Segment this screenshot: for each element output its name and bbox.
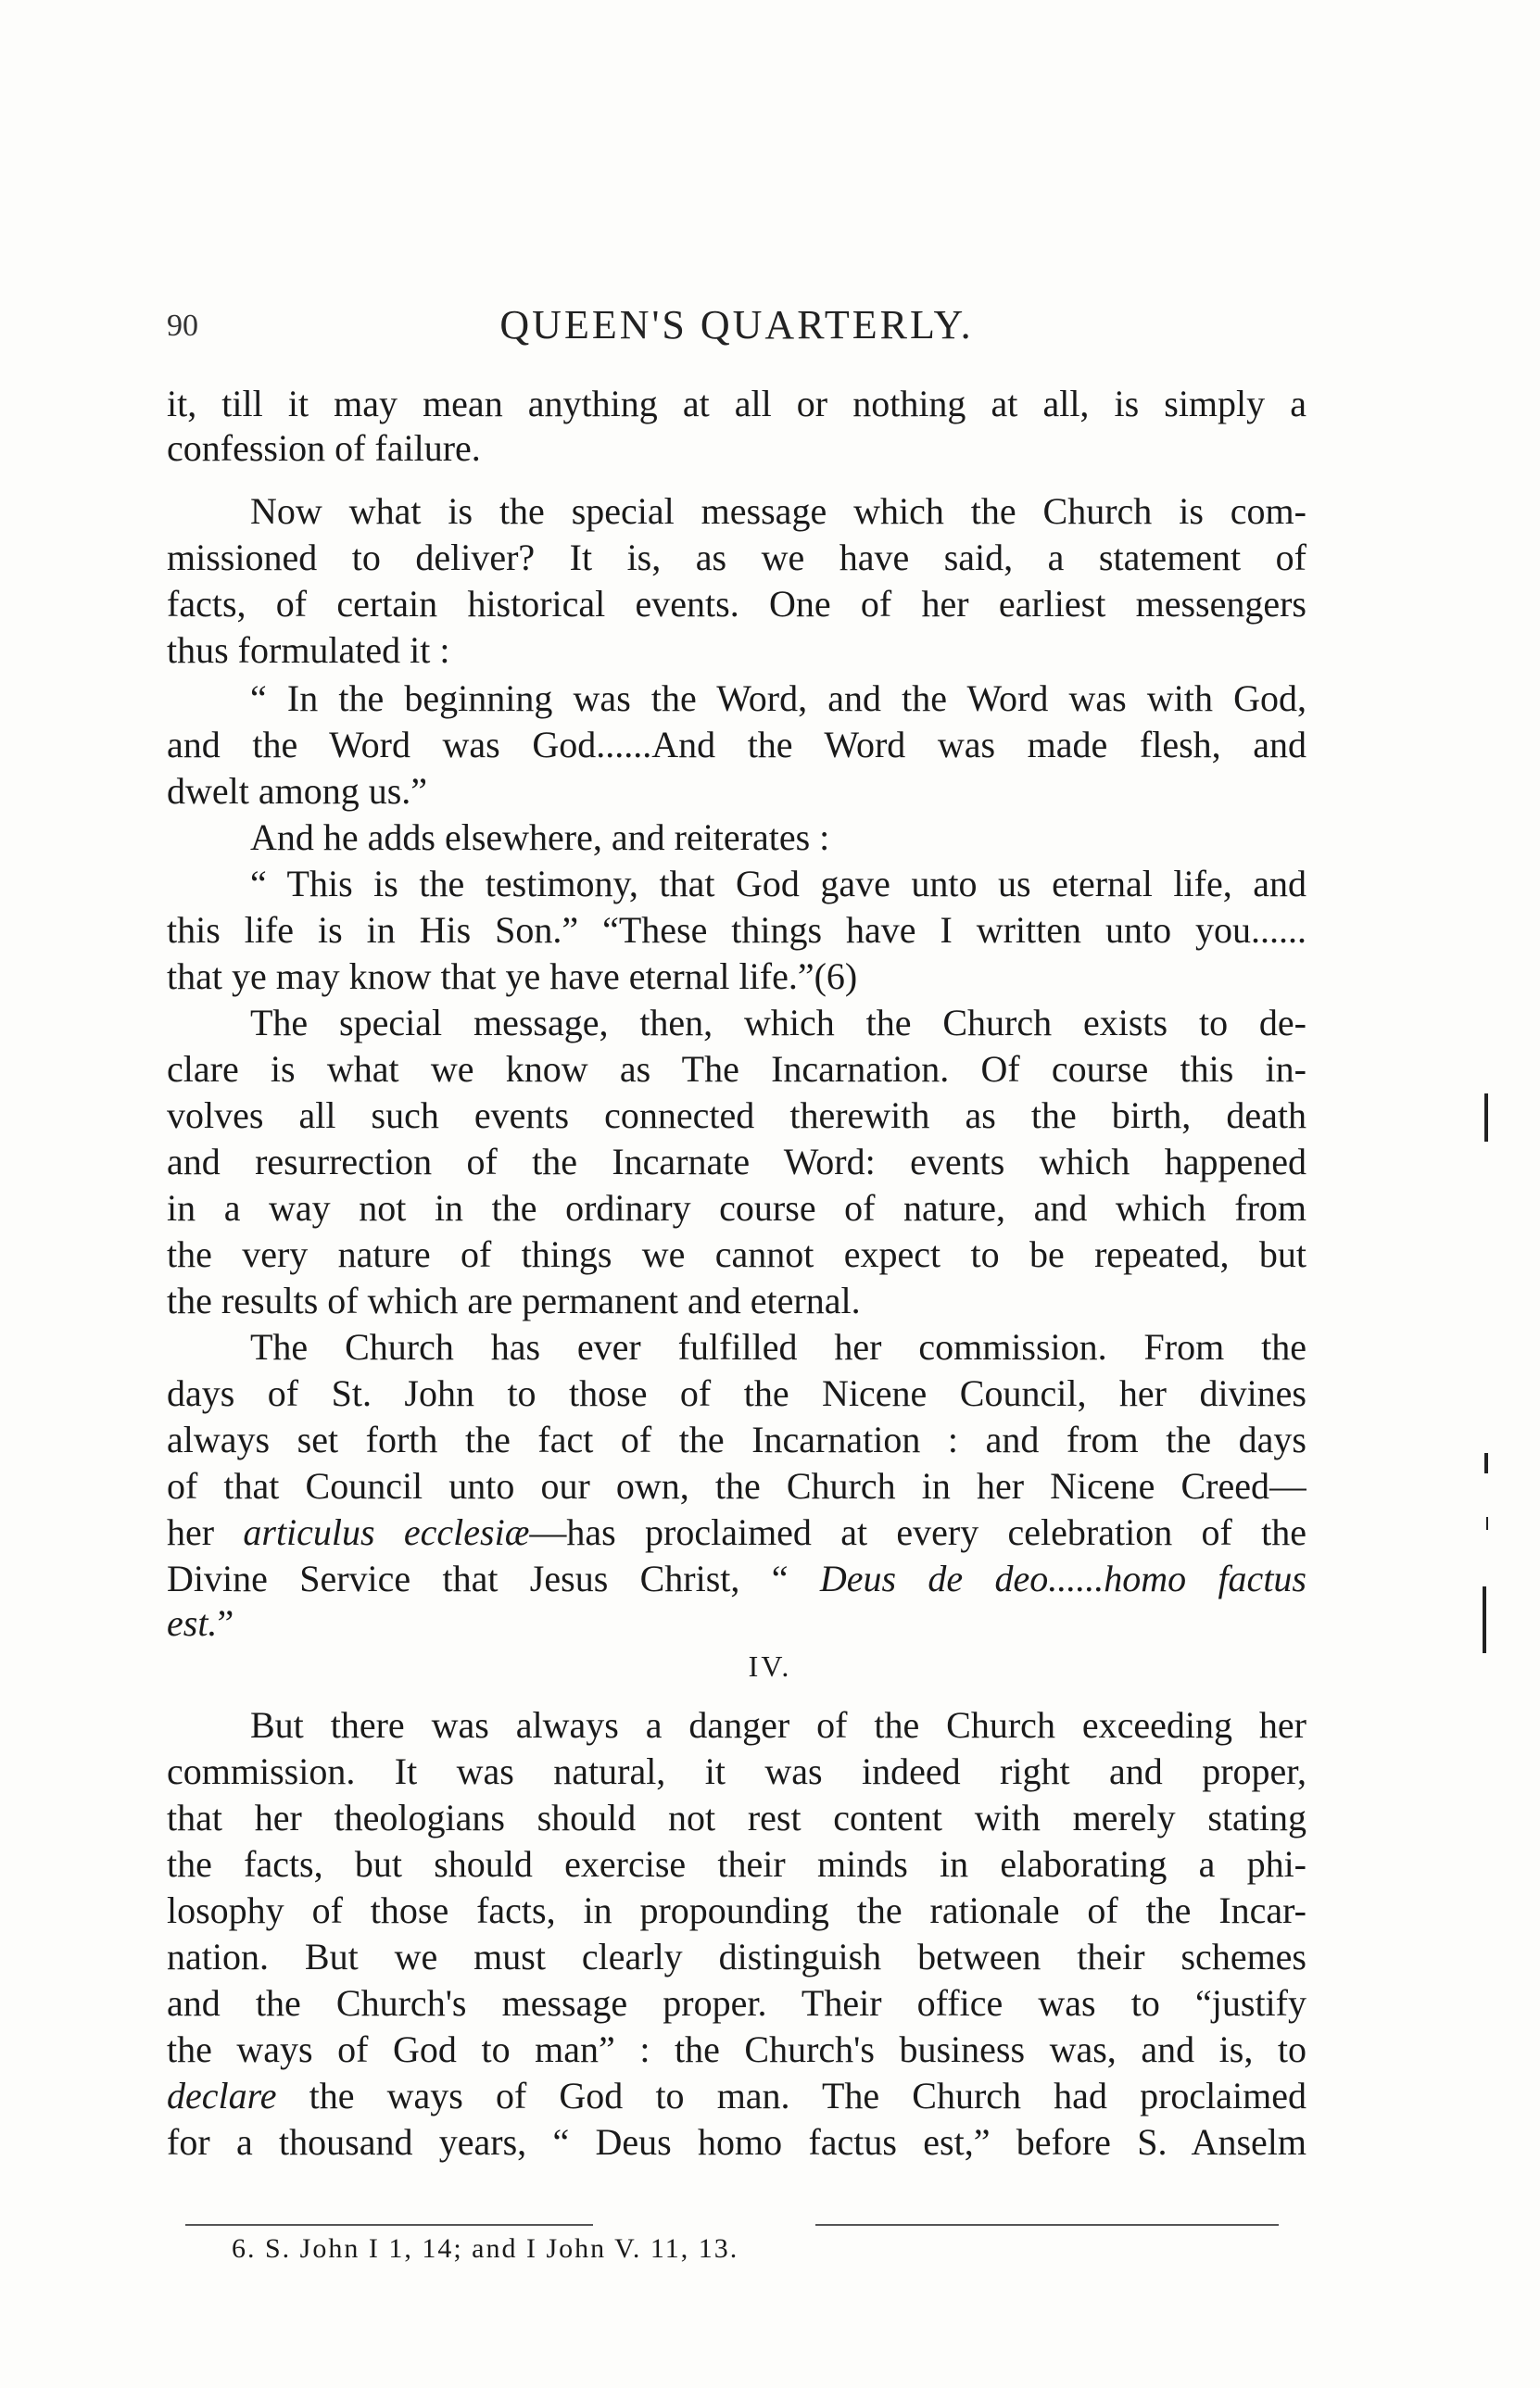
text-run: the ways of God to man. The Church had proclaimed [276, 2075, 1306, 2116]
text-line: the very nature of things we cannot expect to be repeated, but [167, 1233, 1306, 1275]
text-run: —has proclaimed at every celebration of the [529, 1511, 1306, 1553]
text-line: in a way not in the ordinary course of nature, and which from [167, 1187, 1306, 1229]
text-line: it, till it may mean anything at all or nothing at all, is simply a [167, 383, 1306, 424]
text-run: ” [217, 1602, 234, 1644]
text-line: days of St. John to those of the Nicene Council, her divines [167, 1372, 1306, 1414]
text-line: The Church has ever fulfilled her commission. From the [250, 1326, 1306, 1368]
text-line [167, 2074, 1306, 2118]
margin-mark [1483, 1586, 1486, 1653]
italic-run: est. [167, 1602, 218, 1644]
text-run: her [167, 1511, 244, 1553]
text-line: nation. But we must clearly distinguish between their schemes [167, 1936, 1306, 1977]
text-line [167, 1510, 1306, 1555]
text-line: and resurrection of the Incarnate Word: events which happened [167, 1141, 1306, 1182]
section-number: IV. [748, 1649, 792, 1683]
text-line: volves all such events connected therewith as the birth, death [167, 1094, 1306, 1136]
footnote-rule [815, 2224, 1279, 2226]
text-line: commission. It was natural, it was indeed right and proper, [167, 1750, 1306, 1792]
page-number: 90 [167, 309, 198, 343]
text-line: But there was always a danger of the Church exceeding her [250, 1704, 1306, 1746]
running-head: QUEEN'S QUARTERLY. [499, 302, 974, 347]
text-line: and the Church's message proper. Their office was to “justify [167, 1982, 1306, 2024]
margin-mark [1484, 1093, 1488, 1142]
text-line: The special message, then, which the Church exists to de- [250, 1002, 1306, 1043]
text-line: And he adds elsewhere, and reiterates : [250, 816, 830, 858]
page-header [167, 301, 1306, 357]
text-line: Now what is the special message which the Church is com- [250, 490, 1306, 532]
footnote: 6. S. John I 1, 14; and I John V. 11, 13. [232, 2233, 739, 2264]
text-line: “ This is the testimony, that God gave unto us eternal life, and [250, 863, 1306, 904]
text-line: and the Word was God......And the Word was made flesh, and [167, 724, 1306, 765]
text-line: clare is what we know as The Incarnation. Of course this in- [167, 1048, 1306, 1090]
text-line: for a thousand years, “ Deus homo factus est,” before S. Anselm [167, 2121, 1306, 2163]
text-line: of that Council unto our own, the Church in her Nicene Creed— [167, 1465, 1306, 1507]
text-line: always set forth the fact of the Incarnation : and from the days [167, 1419, 1306, 1460]
text-line: the facts, but should exercise their minds in elaborating a phi- [167, 1843, 1306, 1885]
italic-run: Deus de deo......homo factus [819, 1558, 1306, 1599]
text-line: losophy of those facts, in propounding the rationale of the Incar- [167, 1889, 1306, 1931]
text-line: facts, of certain historical events. One of her earliest messengers [167, 583, 1306, 625]
text-line: thus formulated it : [167, 629, 450, 671]
text-line: that her theologians should not rest content with merely stating [167, 1797, 1306, 1838]
italic-run: articulus ecclesiæ [243, 1511, 530, 1553]
text-line: “ In the beginning was the Word, and the Word was with God, [250, 677, 1306, 719]
italic-run: declare [167, 2075, 277, 2116]
text-line: dwelt among us.” [167, 770, 428, 812]
margin-mark [1486, 1517, 1488, 1530]
text-run: Divine Service that Jesus Christ, “ [167, 1558, 820, 1599]
text-line: that ye may know that ye have eternal life.”(6) [167, 955, 858, 997]
text-line: confession of failure. [167, 427, 481, 469]
margin-mark [1484, 1453, 1488, 1473]
text-line: missioned to deliver? It is, as we have said, a statement of [167, 537, 1306, 578]
text-line [167, 1601, 1306, 1646]
text-line: the ways of God to man” : the Church's business was, and is, to [167, 2028, 1306, 2070]
footnote-rule [185, 2224, 593, 2226]
text-line [167, 1557, 1306, 1601]
text-line: this life is in His Son.” “These things have I written unto you...... [167, 909, 1306, 951]
text-line: the results of which are permanent and eternal. [167, 1280, 861, 1321]
